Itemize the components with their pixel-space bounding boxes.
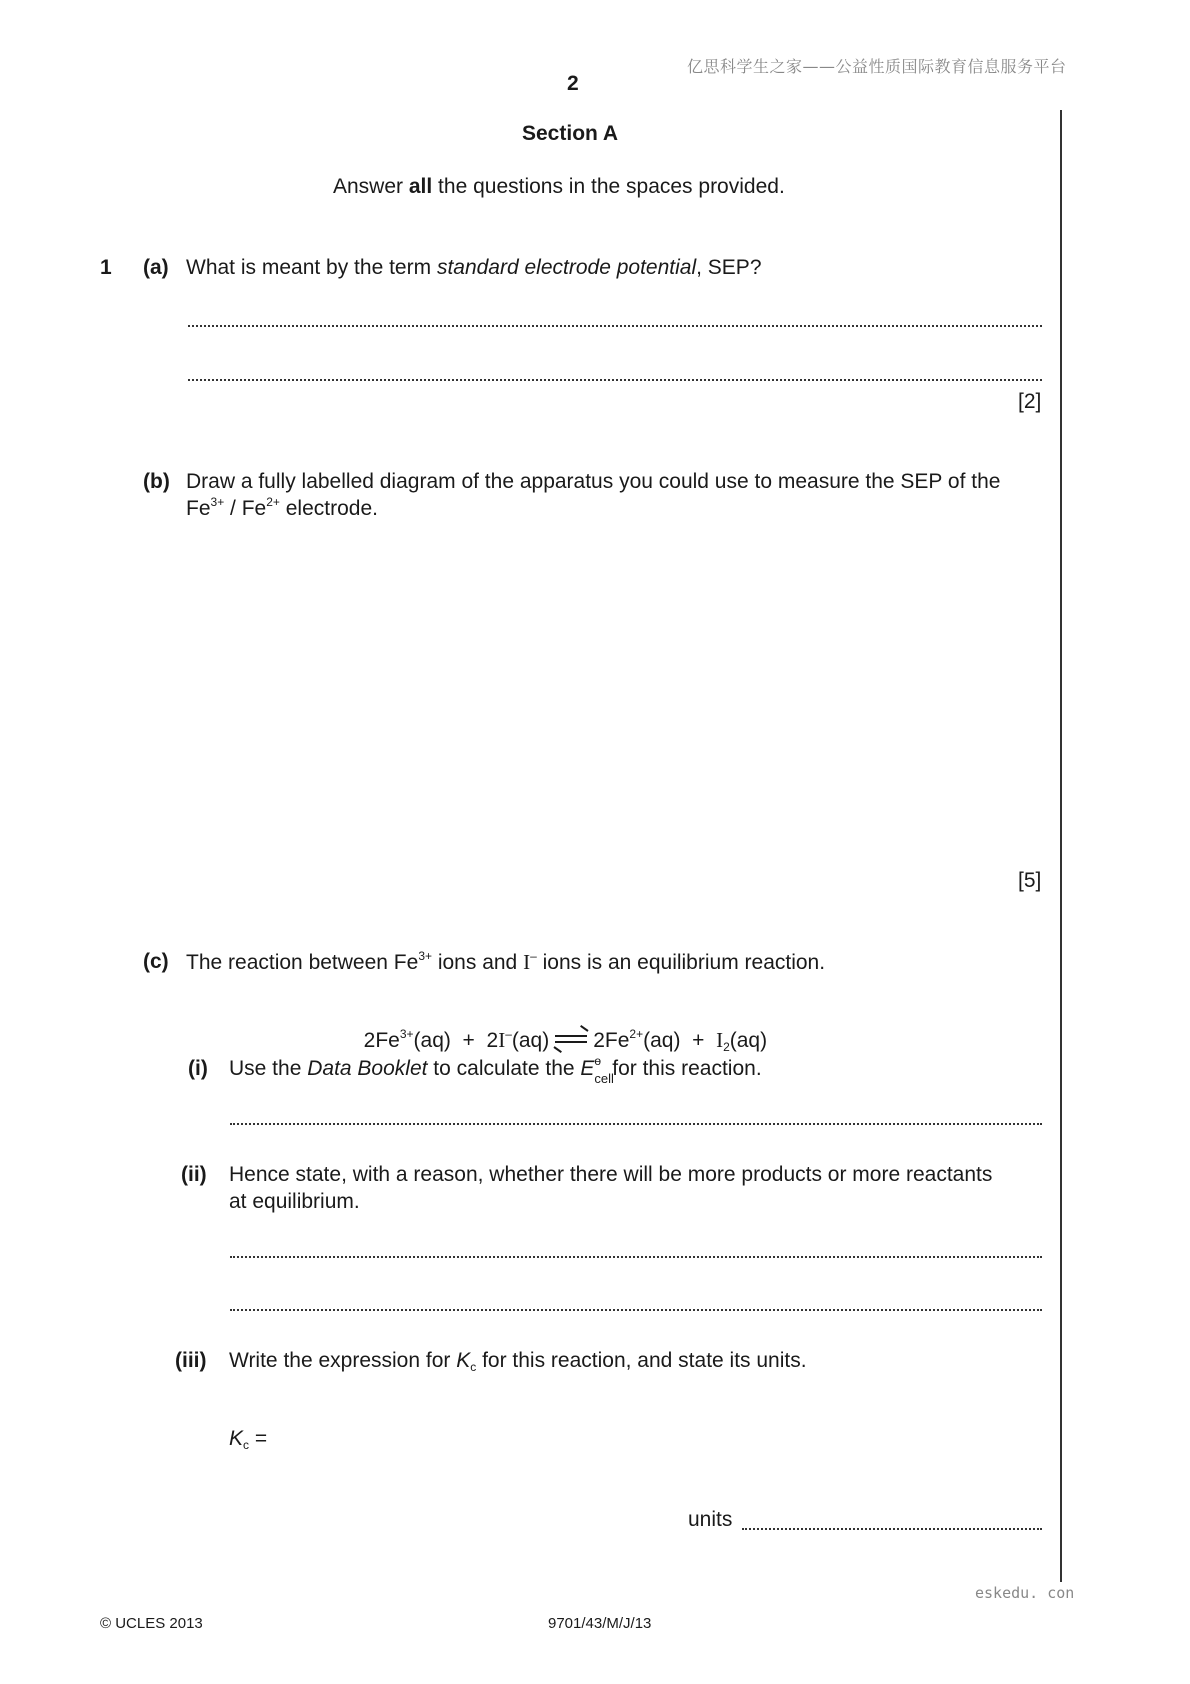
- part-a-label: (a): [143, 256, 169, 279]
- fe2-superscript: 2+: [266, 495, 280, 509]
- ci-cell-sub: cell: [594, 1071, 614, 1086]
- part-cii-line1: Hence state, with a reason, whether there will be more products or more reactants: [229, 1163, 993, 1186]
- section-instruction: [333, 175, 785, 199]
- answer-line-a2[interactable]: [188, 377, 1042, 381]
- part-b-mark: [5]: [1018, 869, 1042, 892]
- equilibrium-arrow-icon: [555, 1032, 587, 1046]
- question-number: 1: [100, 256, 112, 279]
- intro-sup-minus: –: [530, 949, 537, 963]
- slash-text: /: [224, 497, 242, 520]
- margin-rule: [1060, 110, 1062, 1582]
- equilibrium-equation: [352, 1004, 767, 1053]
- answer-line-cii-2[interactable]: [230, 1307, 1042, 1311]
- instruction-text-end: the questions in the spaces provided.: [432, 175, 785, 198]
- part-ci-question: [229, 1054, 762, 1086]
- footer-site-watermark: eskedu. con: [975, 1584, 1075, 1602]
- ci-e-symbol: E: [580, 1057, 595, 1080]
- intro-text-2: ions and: [432, 951, 524, 974]
- answer-line-a1[interactable]: [188, 323, 1042, 327]
- page-number: 2: [567, 72, 579, 95]
- eq-lhs2-post: (aq): [511, 1029, 550, 1052]
- section-title: Section A: [522, 122, 619, 145]
- instruction-bold: all: [408, 175, 433, 198]
- footer-paper-code: 9701/43/M/J/13: [548, 1615, 652, 1632]
- units-label: units: [688, 1508, 733, 1531]
- part-b-line2-end: electrode.: [279, 497, 378, 520]
- ci-e-scripts: [580, 1054, 614, 1086]
- part-ciii-question: [229, 1349, 807, 1373]
- eq-iodine-sub: 2: [723, 1040, 730, 1054]
- eq-iodide-sup: –: [505, 1027, 512, 1041]
- answer-line-ci[interactable]: [230, 1121, 1042, 1125]
- part-c-intro: [186, 950, 825, 975]
- eq-lhs1: 2Fe: [363, 1029, 400, 1052]
- ci-text-end: for this reaction.: [606, 1057, 762, 1080]
- part-a-text-end: , SEP?: [696, 256, 762, 279]
- part-b-label: (b): [143, 470, 170, 493]
- kc-expression-label: [229, 1427, 267, 1451]
- part-cii-line2: at equilibrium.: [229, 1190, 360, 1213]
- fe-text: Fe: [186, 497, 211, 520]
- header-watermark: 亿思科学生之家——公益性质国际教育信息服务平台: [687, 57, 1067, 76]
- intro-iodide: I: [523, 950, 531, 974]
- part-b-line1: Draw a fully labelled diagram of the apparatus you could use to measure the SEP of the: [186, 470, 1001, 493]
- eq-iodine: I: [716, 1028, 724, 1052]
- kc-k: K: [229, 1427, 244, 1450]
- eq-rhs1-post: (aq) +: [643, 1029, 717, 1052]
- part-a-text: What is meant by the term: [186, 256, 437, 279]
- fe3-superscript: 3+: [210, 495, 225, 509]
- ci-italic: Data Booklet: [307, 1057, 428, 1080]
- eq-rhs1-sup: 2+: [629, 1027, 644, 1041]
- part-cii-label: (ii): [181, 1163, 207, 1186]
- ci-text: Use the: [229, 1057, 308, 1080]
- part-a-italic: standard electrode potential: [436, 256, 697, 279]
- ci-standard-sign: ө: [594, 1054, 602, 1068]
- kc-equals: =: [249, 1427, 268, 1450]
- eq-rhs2-post: (aq): [729, 1029, 768, 1052]
- eq-iodide: I: [498, 1028, 506, 1052]
- diagram-space[interactable]: [186, 530, 1046, 860]
- ciii-k-symbol: K: [456, 1349, 471, 1372]
- part-a-mark: [2]: [1018, 390, 1042, 413]
- kc-answer-space[interactable]: [270, 1420, 1040, 1490]
- intro-text-3: ions is an equilibrium reaction.: [536, 951, 826, 974]
- eq-lhs1-post: (aq) + 2: [413, 1029, 499, 1052]
- part-c-label: (c): [143, 950, 169, 973]
- units-answer-line[interactable]: [742, 1526, 1042, 1530]
- kc-sub: c: [243, 1438, 250, 1452]
- ciii-text-end: for this reaction, and state its units.: [476, 1349, 807, 1372]
- part-b-line2: [186, 497, 378, 521]
- part-ci-label: (i): [188, 1057, 208, 1080]
- ci-text-mid: to calculate the: [427, 1057, 581, 1080]
- part-a-question: [186, 256, 762, 280]
- intro-text: The reaction between Fe: [186, 951, 419, 974]
- intro-sup-fe: 3+: [418, 949, 432, 963]
- eq-lhs1-sup: 3+: [399, 1027, 414, 1041]
- ciii-k-sub: c: [470, 1360, 477, 1374]
- instruction-text: Answer: [333, 175, 409, 198]
- part-ciii-label: (iii): [175, 1349, 207, 1372]
- footer-copyright: © UCLES 2013: [100, 1615, 203, 1632]
- answer-line-cii-1[interactable]: [230, 1254, 1042, 1258]
- fe2-text: Fe: [241, 497, 267, 520]
- eq-rhs1: 2Fe: [593, 1029, 630, 1052]
- ciii-text: Write the expression for: [229, 1349, 457, 1372]
